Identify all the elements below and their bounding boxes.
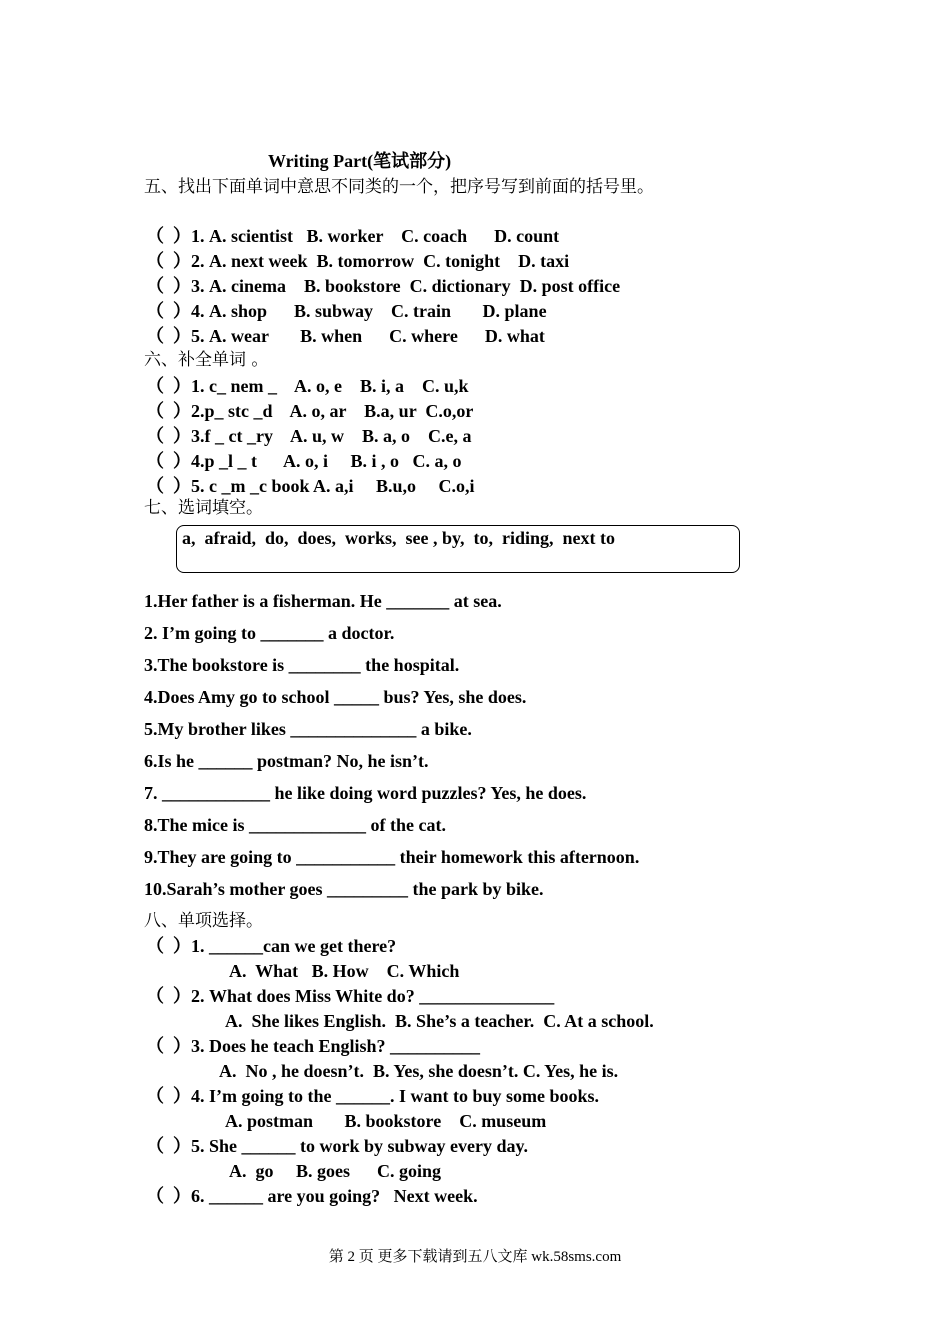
fill-item-1: 1.Her father is a fisherman. He _______ at sea.	[144, 591, 502, 611]
section7-heading: 七、选词填空。	[144, 498, 263, 518]
section5-item-5: （ ）5. A. wear B. when C. where D. what	[146, 326, 545, 346]
fill-item-3: 3.The bookstore is ________ the hospital.	[144, 655, 460, 675]
choice-options-2: A. She likes English. B. She’s a teacher. C. At a school.	[225, 1011, 654, 1031]
section6-item-3: （ ）3.f _ ct _ry A. u, w B. a, o C.e, a	[146, 426, 472, 446]
choice-options-1: A. What B. How C. Which	[229, 961, 460, 981]
fill-item-7: 7. ____________ he like doing word puzzles? Yes, he does.	[144, 783, 587, 803]
section5-item-2: （ ）2. A. next week B. tomorrow C. tonight D. taxi	[146, 251, 570, 271]
fill-item-10: 10.Sarah’s mother goes _________ the park by bike.	[144, 879, 544, 899]
choice-question-2: （ ）2. What does Miss White do? _______________	[146, 986, 555, 1006]
section5-item-4: （ ）4. A. shop B. subway C. train D. plane	[146, 301, 547, 321]
choice-question-4: （ ）4. I’m going to the ______. I want to buy some books.	[146, 1086, 600, 1106]
choice-question-1: （ ）1. ______can we get there?	[146, 936, 397, 956]
section5-item-1: （ ）1. A. scientist B. worker C. coach D. count	[146, 226, 560, 246]
section6-item-1: （ ）1. c_ nem _ A. o, e B. i, a C. u,k	[146, 376, 469, 396]
choice-options-4: A. postman B. bookstore C. museum	[225, 1111, 547, 1131]
page-title: Writing Part(笔试部分)	[268, 151, 452, 171]
fill-item-9: 9.They are going to ___________ their homework this afternoon.	[144, 847, 640, 867]
section5-heading: 五、找出下面单词中意思不同类的一个，把序号写到前面的括号里。	[144, 177, 654, 197]
fill-item-2: 2. I’m going to _______ a doctor.	[144, 623, 395, 643]
fill-item-4: 4.Does Amy go to school _____ bus? Yes, she does.	[144, 687, 527, 707]
section8-heading: 八、单项选择。	[144, 911, 263, 931]
word-box-text: a, afraid, do, does, works, see , by, to, riding, next to	[182, 528, 616, 548]
section6-item-4: （ ）4.p _l _ t A. o, i B. i , o C. a, o	[146, 451, 462, 471]
page-footer: 第 2 页 更多下载请到五八文库 wk.58sms.com	[328, 1249, 622, 1265]
choice-options-5: A. go B. goes C. going	[229, 1161, 442, 1181]
choice-options-3: A. No , he doesn’t. B. Yes, she doesn’t. C. Yes, he is.	[219, 1061, 619, 1081]
fill-item-8: 8.The mice is _____________ of the cat.	[144, 815, 446, 835]
fill-item-5: 5.My brother likes ______________ a bike.	[144, 719, 472, 739]
choice-question-6: （ ）6. ______ are you going? Next week.	[146, 1186, 478, 1206]
choice-question-3: （ ）3. Does he teach English? __________	[146, 1036, 481, 1056]
choice-question-5: （ ）5. She ______ to work by subway every day.	[146, 1136, 529, 1156]
section6-item-2: （ ）2.p_ stc _d A. o, ar B.a, ur C.o,or	[146, 401, 474, 421]
section6-heading: 六、补全单词 。	[144, 350, 269, 370]
section6-item-5: （ ）5. c _m _c book A. a,i B.u,o C.o,i	[146, 476, 475, 496]
section5-item-3: （ ）3. A. cinema B. bookstore C. dictionary D. post office	[146, 276, 621, 296]
fill-item-6: 6.Is he ______ postman? No, he isn’t.	[144, 751, 429, 771]
